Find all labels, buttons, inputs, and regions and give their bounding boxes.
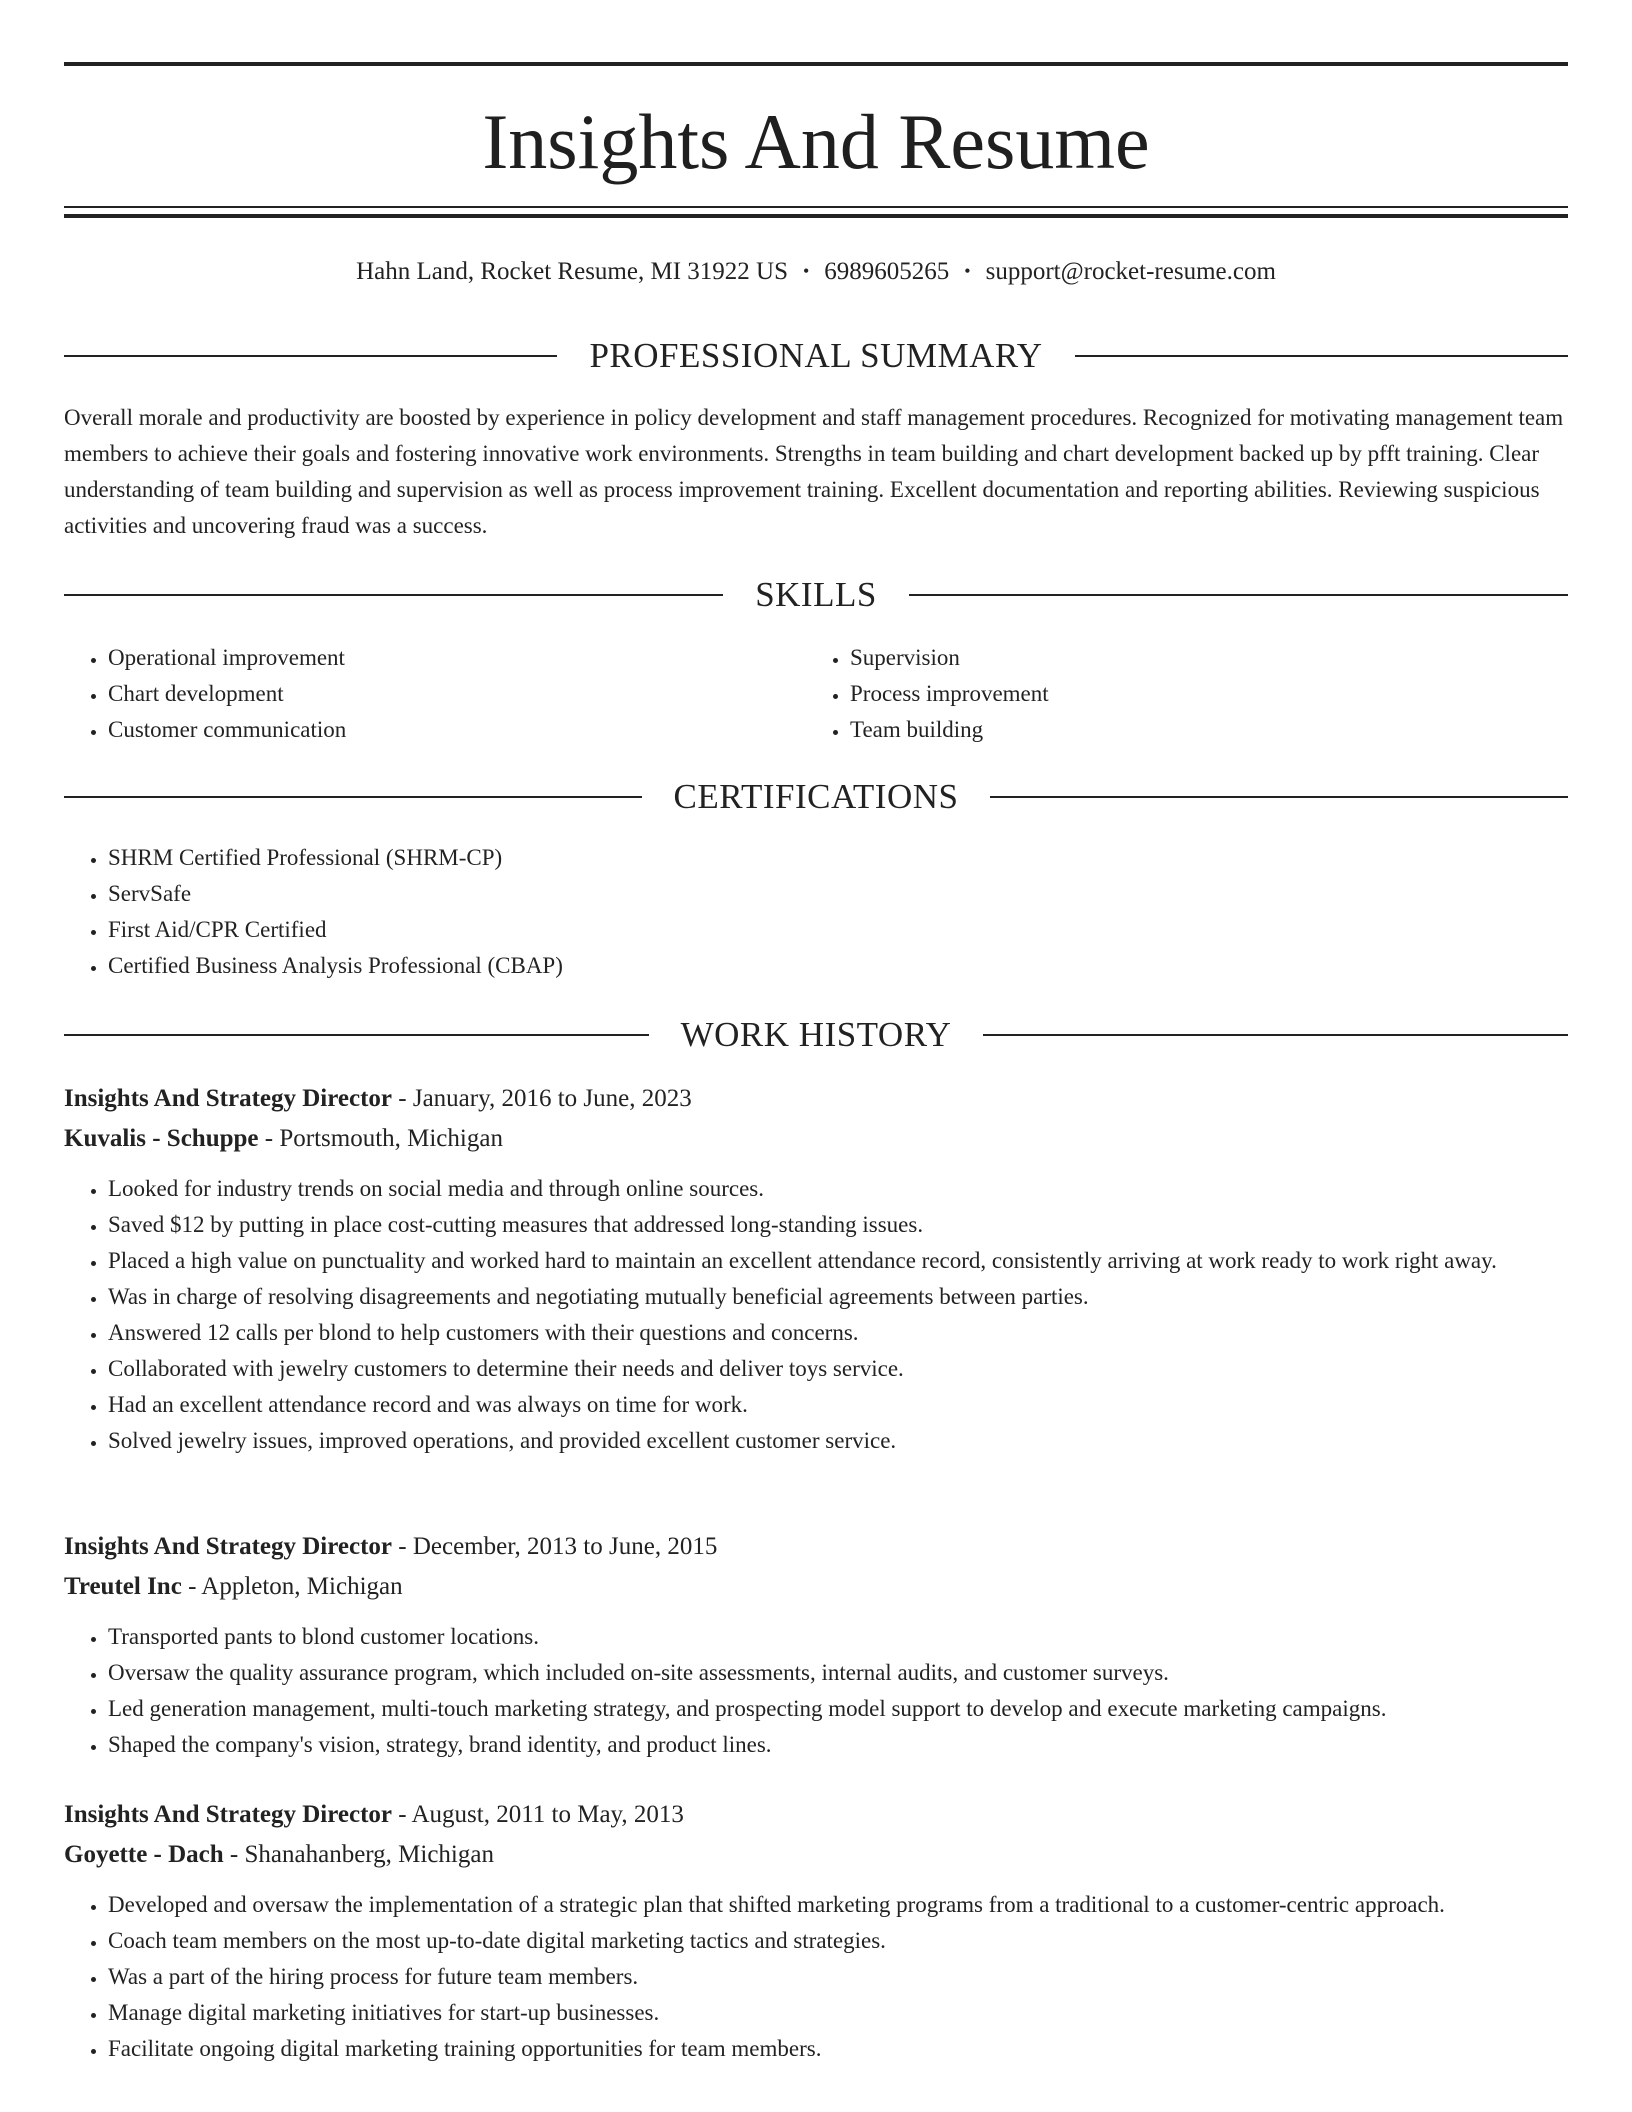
certification-item: • First Aid/CPR Certified [108, 912, 1568, 948]
job-company: Goyette - Dach [64, 1841, 224, 1868]
contact-address: Hahn Land, Rocket Resume, MI 31922 US [356, 258, 788, 285]
header-top-rule [64, 62, 1568, 66]
contact-separator: • [802, 261, 810, 281]
job-location: - Appleton, Michigan [181, 1573, 403, 1600]
job-bullet: • Led generation management, multi-touch marketing strategy, and prospecting model support to develop and execute marketing campaigns. [108, 1691, 1568, 1727]
section-header-certifications [64, 775, 1568, 819]
job-dates: - August, 2011 to May, 2013 [392, 1801, 684, 1828]
skill-item: • Team building [850, 712, 1506, 748]
contact-separator: • [964, 261, 971, 281]
skill-item: • Supervision [850, 640, 1506, 676]
section-rule-left [64, 796, 642, 798]
job-entry [64, 1527, 1568, 1763]
skill-item: • Process improvement [850, 676, 1506, 712]
job-bullet: • Facilitate ongoing digital marketing training opportunities for team members. [108, 2031, 1568, 2067]
section-rule-right [1075, 355, 1568, 357]
job-bullet: • Was in charge of resolving disagreements and negotiating mutually beneficial agreements between parties. [108, 1279, 1568, 1315]
skill-item: • Chart development [108, 676, 764, 712]
job-bullet: • Solved jewelry issues, improved operations, and provided excellent customer service. [108, 1423, 1568, 1459]
job-bullet: • Answered 12 calls per blond to help customers with their questions and concerns. [108, 1315, 1568, 1351]
certifications-list [64, 840, 1568, 984]
section-header-summary [64, 334, 1568, 378]
skills-column-left [64, 640, 764, 748]
job-bullet: • Had an excellent attendance record and was always on time for work. [108, 1387, 1568, 1423]
skill-item: • Operational improvement [108, 640, 764, 676]
job-title-line [64, 1795, 1568, 1835]
job-bullet: • Was a part of the hiring process for future team members. [108, 1959, 1568, 1995]
job-entry [64, 1079, 1568, 1459]
job-bullet: • Transported pants to blond customer locations. [108, 1619, 1568, 1655]
job-location: - Shanahanberg, Michigan [223, 1841, 494, 1868]
section-title-summary: PROFESSIONAL SUMMARY [589, 336, 1043, 375]
skills-column-right [806, 640, 1506, 748]
contact-line [64, 253, 1568, 290]
header-rule-upper [64, 206, 1568, 208]
job-bullet: • Shaped the company's vision, strategy, brand identity, and product lines. [108, 1727, 1568, 1763]
job-company-line [64, 1835, 1568, 1875]
job-bullet: • Developed and oversaw the implementation of a strategic plan that shifted marketing programs from a traditional to a customer-centric approach. [108, 1887, 1568, 1923]
section-header-work-history [64, 1013, 1568, 1057]
certification-item: • ServSafe [108, 876, 1568, 912]
job-title-line [64, 1079, 1568, 1119]
resume-name: Insights And Resume [482, 98, 1150, 185]
job-bullet: • Manage digital marketing initiatives for start-up businesses. [108, 1995, 1568, 2031]
job-company-line [64, 1567, 1568, 1607]
job-bullet: • Coach team members on the most up-to-date digital marketing tactics and strategies. [108, 1923, 1568, 1959]
job-bullets [64, 1171, 1568, 1459]
job-title: Insights And Strategy Director [64, 1801, 393, 1828]
job-bullet: • Oversaw the quality assurance program, which included on-site assessments, internal audits, and customer surveys. [108, 1655, 1568, 1691]
contact-email: support@rocket-resume.com [985, 258, 1276, 285]
section-rule-left [64, 1034, 649, 1036]
job-dates: - January, 2016 to June, 2023 [392, 1085, 692, 1112]
job-bullets [64, 1887, 1568, 2067]
section-rule-left [64, 594, 723, 596]
summary-text: Overall morale and productivity are boosted by experience in policy development and staff management procedures. Recognized for motivating management team members to achieve their goals and fostering innovative work environments. Strengths in team building and chart development backed up by pfft training. Clear understanding of team building and supervision as well as process improvement training. Excellent documentation and reporting abilities. Reviewing suspicious activities and uncovering fraud was a success. [64, 405, 1564, 538]
job-dates: - December, 2013 to June, 2015 [392, 1533, 718, 1560]
section-rule-right [990, 796, 1568, 798]
job-entry [64, 1795, 1568, 2067]
certification-item: • Certified Business Analysis Professional (CBAP) [108, 948, 1568, 984]
section-rule-right [983, 1034, 1568, 1036]
section-title-work-history: WORK HISTORY [680, 1015, 952, 1054]
section-title-certifications: CERTIFICATIONS [673, 777, 959, 816]
section-header-skills [64, 573, 1568, 617]
header-rule-lower [64, 214, 1568, 218]
job-title: Insights And Strategy Director [64, 1085, 393, 1112]
certification-item: • SHRM Certified Professional (SHRM-CP) [108, 840, 1568, 876]
job-bullet: • Looked for industry trends on social media and through online sources. [108, 1171, 1568, 1207]
job-bullet: • Saved $12 by putting in place cost-cutting measures that addressed long-standing issues. [108, 1207, 1568, 1243]
job-bullets [64, 1619, 1568, 1763]
section-rule-right [909, 594, 1568, 596]
skill-item: • Customer communication [108, 712, 764, 748]
job-title: Insights And Strategy Director [64, 1533, 393, 1560]
job-title-line [64, 1527, 1568, 1567]
section-rule-left [64, 355, 557, 357]
job-bullet: • Placed a high value on punctuality and worked hard to maintain an excellent attendance record, consistently arriving at work ready to work right away. [108, 1243, 1568, 1279]
section-title-skills: SKILLS [755, 575, 877, 614]
job-company: Kuvalis - Schuppe [64, 1125, 259, 1152]
job-company: Treutel Inc [64, 1573, 182, 1600]
job-location: - Portsmouth, Michigan [258, 1125, 503, 1152]
contact-phone: 6989605265 [824, 258, 950, 285]
job-bullet: • Collaborated with jewelry customers to determine their needs and deliver toys service. [108, 1351, 1568, 1387]
job-company-line [64, 1119, 1568, 1159]
